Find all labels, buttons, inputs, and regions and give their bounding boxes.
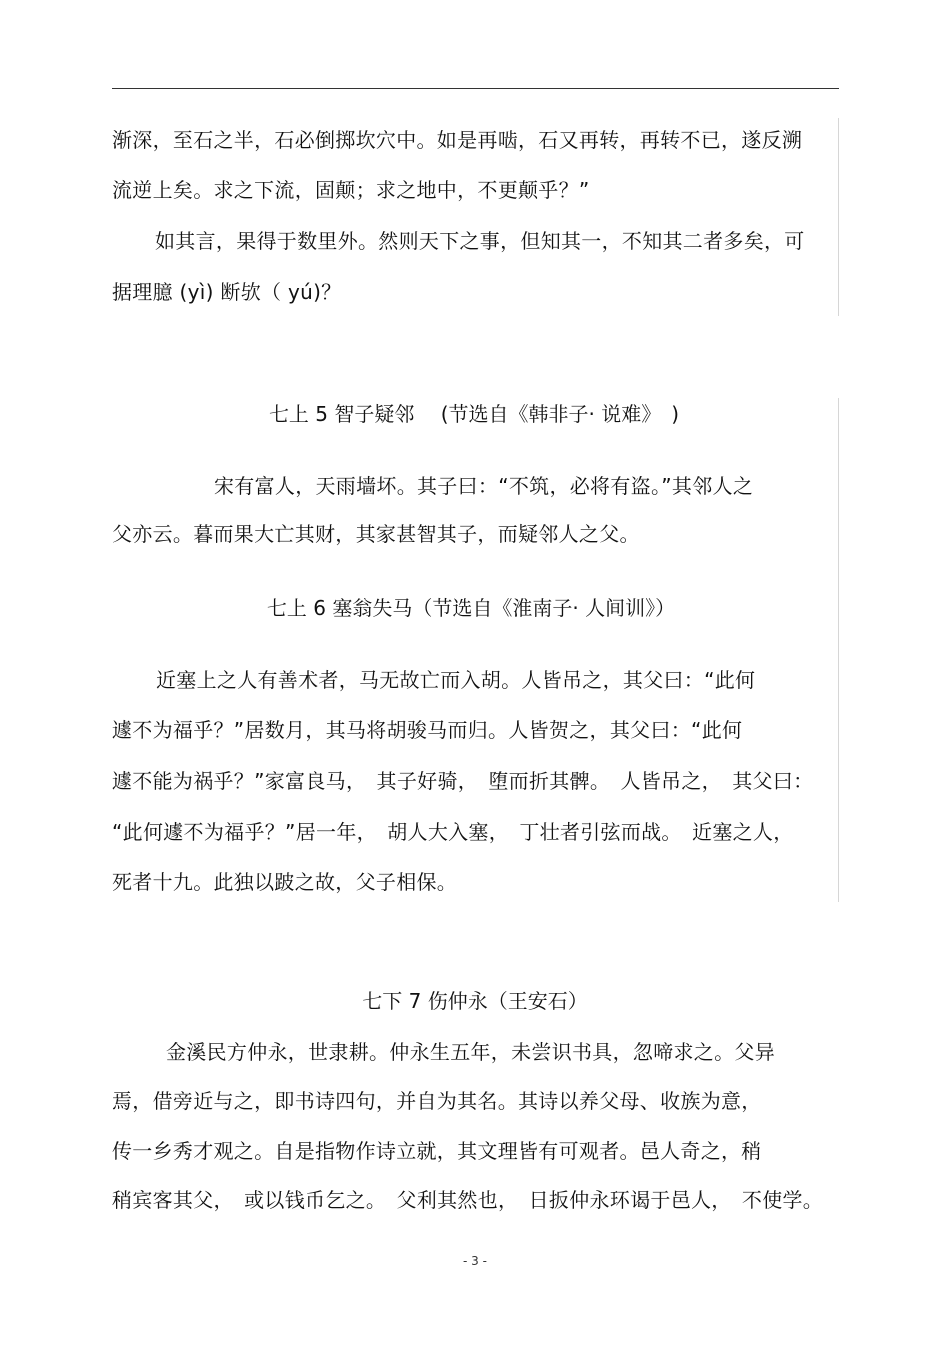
paragraph-line: 宋有富人，天雨墙坏。其子曰：“不筑，必将有盗。”其邻人之: [214, 474, 754, 498]
paragraph-line: 如其言，果得于数里外。然则天下之事，但知其一，不知其二者多矣，可: [155, 229, 805, 253]
section-title: 七上 6 塞翁失马（节选自《淮南子· 人间训》）: [266, 596, 676, 620]
paragraph-line: “此何遽不为福乎？”居一年， 胡人大入塞， 丁壮者引弦而战。 近塞之人，: [112, 820, 794, 844]
header-rule: [112, 88, 839, 89]
paragraph-line: 父亦云。暮而果大亡其财，其家甚智其子，而疑邻人之父。: [112, 522, 640, 546]
paragraph-line: 近塞上之人有善术者，马无故亡而入胡。人皆吊之，其父曰：“此何: [156, 668, 756, 692]
paragraph-line: 遽不能为祸乎？”家富良马， 其子好骑， 堕而折其髀。 人皆吊之， 其父曰：: [112, 769, 814, 793]
paragraph-line: 渐深，至石之半，石必倒掷坎穴中。如是再啮，石又再转，再转不已，遂反溯: [112, 128, 803, 152]
margin-line: [838, 118, 839, 316]
paragraph-line: 流逆上矣。求之下流，固颠；求之地中，不更颠乎？”: [112, 178, 590, 202]
paragraph-line: 稍宾客其父， 或以钱币乞之。 父利其然也， 日扳仲永环谒于邑人， 不使学。: [112, 1188, 824, 1212]
paragraph-line: 金溪民方仲永，世隶耕。仲永生五年，未尝识书具，忽啼求之。父异: [166, 1040, 775, 1064]
paragraph-line: 据理臆 (yì) 断欤（ yú)？: [112, 280, 342, 304]
paragraph-line: 死者十九。此独以跛之故，父子相保。: [112, 870, 458, 894]
page-number: - 3 -: [463, 1254, 487, 1268]
paragraph-line: 遽不为福乎？”居数月，其马将胡骏马而归。人皆贺之，其父曰：“此何: [112, 718, 743, 742]
margin-line: [838, 398, 839, 902]
paragraph-line: 传一乡秀才观之。自是指物作诗立就，其文理皆有可观者。邑人奇之，稍: [112, 1139, 762, 1163]
paragraph-line: 焉，借旁近与之，即书诗四句，并自为其名。其诗以养父母、收族为意，: [112, 1089, 762, 1113]
section-title: 七上 5 智子疑邻 (节选自《韩非子· 说难》 ): [268, 402, 680, 426]
section-title: 七下 7 伤仲永（王安石）: [362, 989, 588, 1013]
